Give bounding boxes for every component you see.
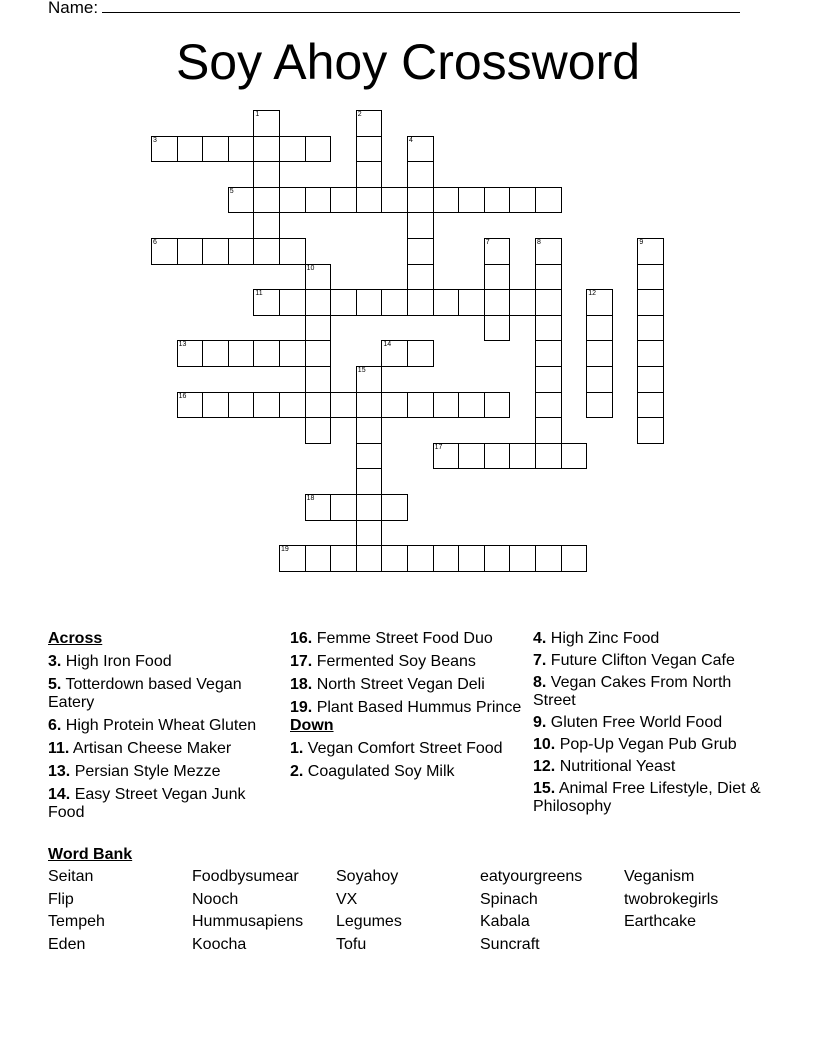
clue-number: 12.	[533, 758, 556, 775]
grid-cell[interactable]	[356, 289, 383, 316]
grid-cell[interactable]	[356, 417, 383, 444]
clue-number: 3.	[48, 653, 62, 670]
cell-number: 5	[229, 187, 234, 195]
cell-number: 3	[153, 136, 157, 144]
word-bank-item: Spinach	[480, 890, 538, 908]
page-title: Soy Ahoy Crossword	[175, 34, 641, 90]
grid-cell[interactable]	[151, 238, 178, 265]
grid-cell[interactable]	[509, 545, 536, 572]
clue-item	[533, 630, 765, 648]
clue-text: High Iron Food	[61, 653, 172, 670]
grid-cell[interactable]	[433, 289, 460, 316]
clue-item	[290, 653, 522, 671]
clue-item	[48, 717, 280, 735]
grid-cell[interactable]	[381, 392, 408, 419]
clue-number: 14.	[48, 786, 71, 803]
word-bank-item: Suncraft	[480, 935, 540, 953]
grid-cell[interactable]	[305, 417, 332, 444]
cell-number: 12	[588, 290, 596, 298]
clue-number: 18.	[290, 676, 313, 693]
grid-cell[interactable]	[637, 340, 664, 367]
clue-text: Persian Style Mezze	[70, 763, 221, 780]
clue-column-2	[290, 630, 522, 781]
clue-text: Pop-Up Vegan Pub Grub	[555, 736, 737, 753]
grid-cell[interactable]	[637, 238, 664, 265]
down-heading: Down	[290, 717, 334, 734]
grid-cell[interactable]	[279, 238, 306, 265]
clue-item	[48, 786, 280, 822]
clue-column-3	[533, 630, 765, 816]
clue-text: Vegan Cakes From North Street	[533, 674, 732, 709]
grid-cell[interactable]	[484, 545, 511, 572]
grid-cell[interactable]	[330, 289, 357, 316]
clue-number: 1.	[290, 740, 304, 757]
grid-cell[interactable]	[637, 417, 664, 444]
word-bank-item: Tofu	[336, 935, 367, 953]
grid-cell[interactable]	[253, 161, 280, 188]
clue-text: Femme Street Food Duo	[312, 630, 493, 647]
word-bank-item: Koocha	[192, 935, 247, 953]
grid-cell[interactable]	[356, 136, 383, 163]
grid-cell[interactable]	[253, 187, 280, 214]
grid-cell[interactable]	[253, 289, 280, 316]
grid-cell[interactable]	[279, 340, 306, 367]
grid-cell[interactable]	[484, 315, 511, 342]
grid-cell[interactable]	[279, 289, 306, 316]
grid-cell[interactable]	[637, 315, 664, 342]
grid-cell[interactable]	[202, 136, 229, 163]
grid-cell[interactable]	[356, 520, 383, 547]
grid-cell[interactable]	[509, 443, 536, 470]
clue-text: High Protein Wheat Gluten	[61, 717, 257, 734]
word-bank-column	[192, 868, 303, 958]
clue-item	[533, 736, 765, 754]
clue-item	[48, 740, 280, 758]
grid-cell[interactable]	[228, 340, 255, 367]
clue-number: 13.	[48, 763, 71, 780]
word-bank-item: Earthcake	[624, 913, 697, 930]
grid-cell[interactable]	[305, 136, 332, 163]
clue-text: High Zinc Food	[546, 630, 660, 647]
grid-cell[interactable]	[535, 443, 562, 470]
clue-number: 6.	[48, 717, 62, 734]
clue-text: Vegan Comfort Street Food	[303, 740, 503, 757]
word-bank-item: Hummusapiens	[192, 913, 304, 930]
grid-cell[interactable]	[509, 289, 536, 316]
grid-cell[interactable]	[407, 238, 434, 265]
cell-number: 2	[357, 111, 362, 118]
grid-cell[interactable]	[177, 238, 204, 265]
clue-text: Easy Street Vegan Junk Food	[48, 786, 246, 821]
word-bank-item: Eden	[48, 935, 86, 953]
grid-cell[interactable]	[535, 289, 562, 316]
grid-cell[interactable]	[356, 187, 383, 214]
word-bank-item: Foodbysumear	[192, 868, 299, 885]
cell-number: 19	[281, 546, 289, 554]
grid-cell[interactable]	[637, 289, 664, 316]
grid-cell[interactable]	[484, 238, 511, 265]
grid-cell[interactable]	[586, 340, 613, 367]
grid-cell[interactable]	[356, 545, 383, 572]
cell-number: 9	[639, 239, 644, 246]
word-bank-item: Flip	[48, 890, 74, 908]
grid-cell[interactable]	[637, 264, 664, 291]
word-bank-item: Tempeh	[48, 913, 105, 930]
grid-cell[interactable]	[253, 340, 280, 367]
grid-cell[interactable]	[586, 289, 613, 316]
grid-cell[interactable]	[202, 238, 229, 265]
grid-cell[interactable]	[433, 187, 460, 214]
clue-text: Coagulated Soy Milk	[303, 763, 455, 780]
grid-cell[interactable]	[484, 392, 511, 419]
clue-text: Fermented Soy Beans	[312, 653, 476, 670]
grid-cell[interactable]	[637, 392, 664, 419]
grid-cell[interactable]	[381, 187, 408, 214]
clue-number: 7.	[533, 652, 547, 669]
down-list-b	[533, 630, 765, 816]
grid-cell[interactable]	[228, 136, 255, 163]
grid-cell[interactable]	[407, 289, 434, 316]
clue-item	[290, 630, 522, 648]
grid-cell[interactable]	[407, 264, 434, 291]
grid-cell[interactable]	[535, 315, 562, 342]
grid-cell[interactable]	[356, 110, 383, 137]
clue-column-1	[48, 630, 280, 822]
clue-text: Animal Free Lifestyle, Diet & Philosophy	[533, 780, 761, 815]
grid-cell[interactable]	[356, 494, 383, 521]
cell-number: 7	[485, 239, 490, 246]
cell-number: 17	[434, 443, 443, 451]
word-bank	[48, 846, 719, 964]
grid-cell[interactable]	[458, 392, 485, 419]
grid-cell[interactable]	[356, 366, 383, 393]
clue-number: 17.	[290, 653, 313, 670]
clue-number: 19.	[290, 699, 313, 716]
grid-cell[interactable]	[458, 545, 485, 572]
grid-cell[interactable]	[279, 545, 306, 572]
word-bank-column	[48, 868, 105, 958]
grid-cell[interactable]	[407, 136, 434, 163]
word-bank-item: eatyourgreens	[480, 868, 583, 885]
grid-cell[interactable]	[202, 340, 229, 367]
grid-cell[interactable]	[305, 366, 332, 393]
clue-text: Totterdown based Vegan Eatery	[48, 676, 242, 711]
cell-number: 4	[409, 136, 413, 144]
word-bank-column	[624, 868, 718, 936]
across-list-b	[290, 630, 522, 717]
grid-cell[interactable]	[433, 545, 460, 572]
cell-number: 13	[178, 341, 187, 349]
word-bank-column	[336, 868, 402, 958]
grid-cell[interactable]	[509, 187, 536, 214]
grid-cell[interactable]	[407, 187, 434, 214]
grid-cell[interactable]	[381, 289, 408, 316]
grid-cell[interactable]	[637, 366, 664, 393]
word-bank-item: VX	[336, 890, 358, 908]
grid-cell[interactable]	[586, 392, 613, 419]
grid-cell[interactable]	[305, 392, 332, 419]
clue-item	[48, 763, 280, 781]
grid-cell[interactable]	[202, 392, 229, 419]
grid-cell[interactable]	[381, 340, 408, 367]
grid-cell[interactable]	[279, 136, 306, 163]
word-bank-item: Nooch	[192, 890, 239, 908]
grid-cell[interactable]	[279, 392, 306, 419]
grid-cell[interactable]	[407, 212, 434, 239]
grid-cell[interactable]	[535, 417, 562, 444]
grid-cell[interactable]	[305, 187, 332, 214]
clue-item	[290, 763, 522, 781]
grid-cell[interactable]	[561, 443, 588, 470]
clue-number: 15.	[533, 780, 556, 797]
clue-item	[290, 676, 522, 694]
clue-item	[533, 714, 765, 732]
word-bank-item: Veganism	[624, 868, 695, 885]
cell-number: 18	[306, 495, 315, 502]
grid-cell[interactable]	[253, 136, 280, 163]
grid-cell[interactable]	[228, 238, 255, 265]
clue-number: 11.	[48, 740, 70, 757]
grid-cell[interactable]	[177, 340, 204, 367]
grid-cell[interactable]	[305, 340, 332, 367]
clue-text: Plant Based Hummus Prince	[312, 699, 522, 716]
clue-text: Gluten Free World Food	[546, 714, 723, 731]
grid-cell[interactable]	[381, 494, 408, 521]
grid-cell[interactable]	[279, 187, 306, 214]
word-bank-item: Soyahoy	[336, 868, 399, 885]
clue-number: 8.	[533, 674, 547, 691]
clue-text: Artisan Cheese Maker	[69, 740, 232, 757]
grid-cell[interactable]	[535, 392, 562, 419]
grid-cell[interactable]	[407, 161, 434, 188]
clue-number: 4.	[533, 630, 547, 647]
cell-number: 10	[306, 264, 315, 272]
word-bank-column	[480, 868, 582, 958]
grid-cell[interactable]	[433, 443, 460, 470]
grid-cell[interactable]	[177, 392, 204, 419]
name-label: Name:	[48, 0, 99, 17]
grid-cell[interactable]	[433, 392, 460, 419]
clue-number: 2.	[290, 763, 304, 780]
cell-number: 15	[357, 367, 366, 374]
grid-cell[interactable]	[484, 264, 511, 291]
grid-cell[interactable]	[228, 187, 255, 214]
clue-number: 9.	[533, 714, 547, 731]
across-list-a	[48, 653, 280, 822]
clue-text: Future Clifton Vegan Cafe	[546, 652, 735, 669]
grid-cell[interactable]	[356, 161, 383, 188]
grid-cell[interactable]	[305, 264, 332, 291]
grid-cell[interactable]	[561, 545, 588, 572]
grid-cell[interactable]	[381, 545, 408, 572]
grid-cell[interactable]	[305, 494, 332, 521]
cell-number: 11	[255, 290, 263, 298]
grid-cell[interactable]	[535, 366, 562, 393]
grid-cell[interactable]	[407, 392, 434, 419]
grid-cell[interactable]	[151, 136, 178, 163]
clue-number: 16.	[290, 630, 313, 647]
grid-cell[interactable]	[407, 340, 434, 367]
grid-cell[interactable]	[535, 545, 562, 572]
clue-number: 10.	[533, 736, 556, 753]
grid-cell[interactable]	[407, 545, 434, 572]
grid-cell[interactable]	[484, 289, 511, 316]
grid-cell[interactable]	[330, 545, 357, 572]
clue-item	[533, 780, 765, 816]
grid-cell[interactable]	[586, 366, 613, 393]
grid-cell[interactable]	[458, 289, 485, 316]
grid-cell[interactable]	[228, 392, 255, 419]
down-list-a	[290, 740, 522, 781]
grid-cell[interactable]	[356, 443, 383, 470]
word-bank-columns	[48, 864, 719, 964]
grid-cell[interactable]	[535, 340, 562, 367]
clue-item	[533, 758, 765, 776]
grid-cell[interactable]	[305, 545, 332, 572]
grid-cell[interactable]	[330, 392, 357, 419]
word-bank-item: Legumes	[336, 913, 402, 930]
clue-item	[48, 676, 280, 712]
grid-cell[interactable]	[535, 187, 562, 214]
grid-cell[interactable]	[586, 315, 613, 342]
cell-number: 6	[153, 239, 157, 246]
grid-cell[interactable]	[253, 212, 280, 239]
grid-cell[interactable]	[484, 443, 511, 470]
clue-item	[533, 674, 765, 710]
cell-number: 16	[178, 392, 187, 400]
word-bank-item: twobrokegirls	[624, 890, 719, 908]
clue-item	[290, 740, 522, 758]
grid-cell[interactable]	[535, 238, 562, 265]
clue-text: Nutritional Yeast	[555, 758, 676, 775]
grid-cell[interactable]	[305, 289, 332, 316]
grid-cell[interactable]	[458, 187, 485, 214]
grid-cell[interactable]	[458, 443, 485, 470]
cell-number: 14	[383, 341, 392, 349]
grid-cell[interactable]	[330, 187, 357, 214]
grid-cell[interactable]	[253, 392, 280, 419]
grid-cell[interactable]	[177, 136, 204, 163]
clue-text: North Street Vegan Deli	[312, 676, 485, 693]
word-bank-item: Kabala	[480, 913, 530, 930]
clue-item	[533, 652, 765, 670]
clue-item	[290, 699, 522, 717]
grid-cell[interactable]	[253, 110, 280, 137]
clue-number: 5.	[48, 676, 62, 693]
grid-cell[interactable]	[535, 264, 562, 291]
grid-cell[interactable]	[356, 468, 383, 495]
grid-cell[interactable]	[253, 238, 280, 265]
clue-item	[48, 653, 280, 671]
cell-number: 1	[255, 111, 260, 118]
word-bank-item: Seitan	[48, 868, 94, 885]
across-heading: Across	[48, 630, 103, 647]
grid-cell[interactable]	[330, 494, 357, 521]
grid-cell[interactable]	[305, 315, 332, 342]
grid-cell[interactable]	[484, 187, 511, 214]
grid-cell[interactable]	[356, 392, 383, 419]
word-bank-heading: Word Bank	[48, 846, 133, 863]
cell-number: 8	[537, 239, 541, 246]
